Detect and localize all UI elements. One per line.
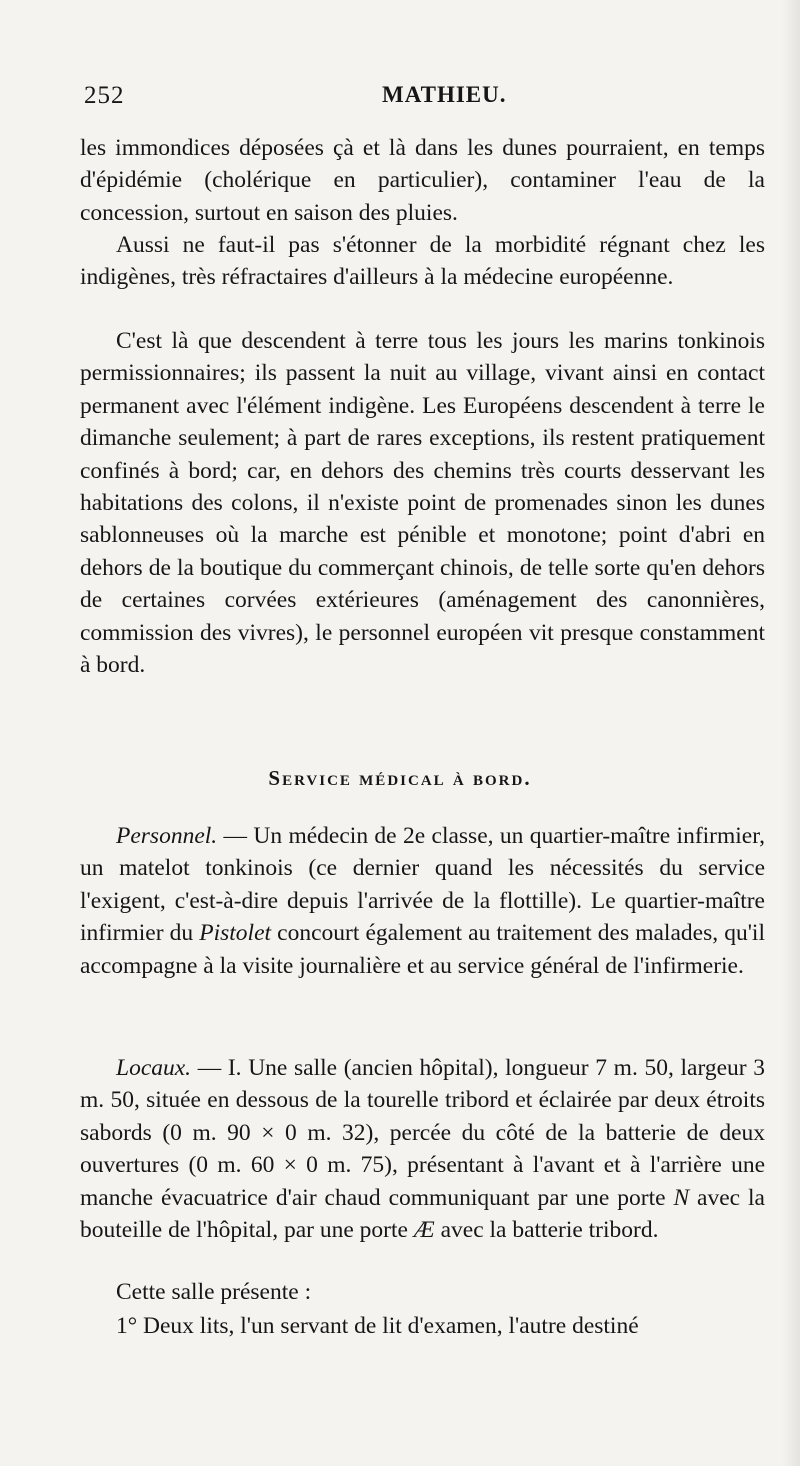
paragraph-beds: 1° Deux lits, l'un servant de lit d'examen, l'autre destiné	[116, 1313, 639, 1339]
page-header	[84, 82, 764, 122]
paragraph-personnel	[80, 820, 765, 982]
running-head: MATHIEU.	[382, 82, 507, 107]
personnel-lead: Personnel.	[116, 823, 218, 849]
locaux-lead: Locaux.	[116, 1055, 192, 1081]
page-edge-shadow	[782, 0, 800, 1466]
section-title: Service médical à bord.	[268, 766, 532, 790]
paragraph-room-contents: Cette salle présente :	[116, 1279, 312, 1305]
locaux-text-b: avec la bouteille de l'hôpital, par une porte	[80, 1184, 765, 1244]
locaux-text-a: — I. Une salle (ancien hôpital), longueur 7 m. 50, largeur 3 m. 50, située en dessous de la tourelle tribord et éclairée par deux étroits sabords (0 m. 90 × 0 m. 32), percée du côté de la batterie de deux ouvertures (0 m. 60 × 0 m. 75), présentant à l'avant et à l'arrière une manche évacuatrice d'air chaud communiquant par une porte	[80, 1055, 765, 1211]
page-number: 252	[84, 82, 125, 109]
personnel-text-a: — Un médecin de 2e classe, un quartier-maître infirmier, un matelot tonkinois (ce dernier quand les nécessités du service l'exigent, c'est-à-dire depuis l'arrivée de la flottille). Le quartier-maître infirmier du	[80, 823, 765, 947]
paragraph-morbidity: Aussi ne faut-il pas s'étonner de la morbidité régnant chez les indigènes, très réfractaires d'ailleurs à la médecine européenne.	[80, 232, 765, 291]
door-n-label: N	[673, 1184, 690, 1211]
paragraph-locaux	[80, 1052, 765, 1246]
locaux-text-c: avec la batterie tribord.	[434, 1217, 659, 1244]
paragraph-shore-leave: C'est là que descendent à terre tous les jours les marins tonkinois permissionnaires; ils passent la nuit au village, vivant ainsi en contact permanent avec l'élément indigène. Les Européens descendent à terre le dimanche seulement; à part de rares exceptions, ils restent pratiquement confinés à bord; car, en dehors des chemins très courts desservant les habitations des colons, il n'existe point de promenades sinon les dunes sablonneuses où la marche est pénible et monotone; point d'abri en dehors de la boutique du commerçant chinois, de telle sorte qu'en dehors de certaines corvées extérieures (aménagement des canonnières, commission des vivres), le personnel européen vit presque constamment à bord.	[80, 328, 765, 679]
personnel-text-b: concourt également au traitement des malades, qu'il accompagne à la visite journalière et au service général de l'infirmerie.	[80, 920, 765, 979]
paragraph-continuation: les immondices déposées çà et là dans les dunes pourraient, en temps d'épidémie (cholérique en particulier), contaminer l'eau de la concession, surtout en saison des pluies.	[80, 135, 765, 226]
ship-name: Pistolet	[199, 920, 272, 947]
door-r-label: Æ	[413, 1217, 435, 1244]
